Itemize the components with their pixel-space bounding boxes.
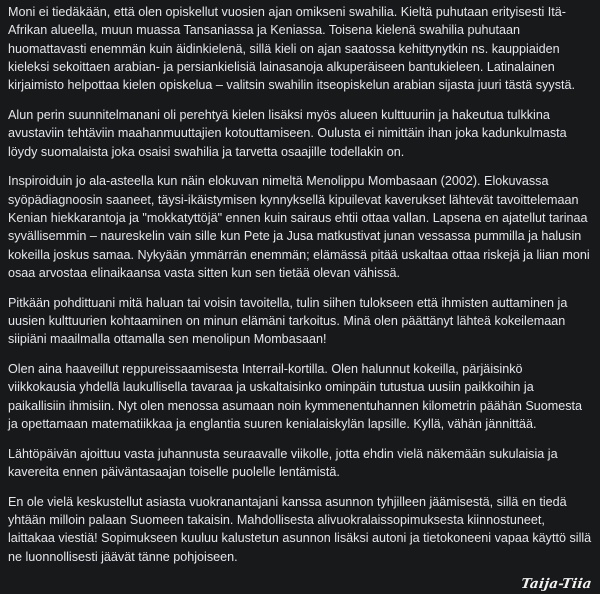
signature: Taija-Tiia [520, 576, 594, 592]
post-paragraph-7: En ole vielä keskustellut asiasta vuokranantajani kanssa asunnon tyhjilleen jäämisestä, sillä en tiedä yhtään milloin palaan Suomeen takaisin. Mahdollisesta alivuokralaissopimuksesta kiinnostuneet, laittakaa viestiä! Sopimukseen kuuluu kalustetun asunnon lisäksi autoni ja tietokoneeni vapaa käyttö sillä ne luonnollisesti jäävät tänne pohjoiseen. [8, 494, 592, 564]
post-paragraph-6: Lähtöpäivän ajoittuu vasta juhannusta seuraavalle viikolle, jotta ehdin vielä näkemään sukulaisia ja kavereita ennen päiväntasaajan toiselle puolelle lentämistä. [8, 446, 558, 480]
post-paragraph-5: Olen aina haaveillut reppureissaamisesta Interrail-kortilla. Olen halunnut kokeilla, pärjäisinkö viikkokausia yhdellä laukullisella tavaraa ja uskaltaisinko ominpäin tutustua uusiin paikkoihin ja paikallisiin ihmisiin. Nyt olen menossa asumaan noin kymmenentuhannen kilometrin päähän Suomesta ja opettamaan matematiikkaa ja englantia suuren kenialaiskylän lapsille. Kyllä, vähän jännittää. [8, 362, 583, 431]
post-paragraph-2: Alun perin suunnitelmanani oli perehtyä kielen lisäksi myös alueen kulttuuriin ja hakeutua tulkkina avustaviin tehtäviin maahanmuuttajien kotouttamiseen. Oulusta ei nimittäin ihan joka kadunkulmasta löydy suomalaista joka osaisi swahilia ja tarvetta osaajille todellakin on. [8, 107, 567, 159]
post-paragraph-1: Moni ei tiedäkään, että olen opiskellut vuosien ajan omikseni swahilia. Kieltä puhutaan erityisesti Itä-Afrikan alueella, muun muassa Tansaniassa ja Keniassa. Toisena kielenä swahilia puhutaan huomattavasti enemmän kuin äidinkielenä, sillä kieli on ajan saatossa kehittynytkin ns. kauppiaiden kieleksi sekoittaen arabian- ja persiankielisiä lainasanoja alkuperäiseen bantukieleen. Latinalainen kirjaimisto helpottaa kielen opiskelua – valitsin swahilin itseopiskelun arabian sijasta juuri tästä syystä. [8, 5, 576, 93]
post-paragraph-3: Inspiroiduin jo ala-asteella kun näin elokuvan nimeltä Menolippu Mombasaan (2002). Elokuvassa syöpädiagnoosin saaneet, täysi-ikäistymisen kynnyksellä kipuilevat kaverukset lähtevät tavoittelemaan Kenian hiekkarantoja ja "mokkatyttöjä" ennen kuin sairaus ehtii ottaa vallan. Lapsena en ajatellut tarinaa syvällisemmin – naureskelin vain sille kun Pete ja Jusa matkustivat junan vessassa pummilla ja halusin kokeilla joskus samaa. Nykyään ymmärrän enemmän; elämässä pitää uskaltaa ottaa riskejä ja liian moni osaa arvostaa elinaikaansa vasta sitten kun sen tietää olevan vähissä. [8, 174, 590, 280]
post-paragraph-4: Pitkään pohdittuani mitä haluan tai voisin tavoitella, tulin siihen tulokseen että ihmisten auttaminen ja uusien kulttuurien kohtaaminen on minun elämäni tarkoitus. Minä olen päättänyt lähteä kokeilemaan siipiäni maailmalla ottamalla sen menolipun Mombasaan! [8, 295, 568, 347]
